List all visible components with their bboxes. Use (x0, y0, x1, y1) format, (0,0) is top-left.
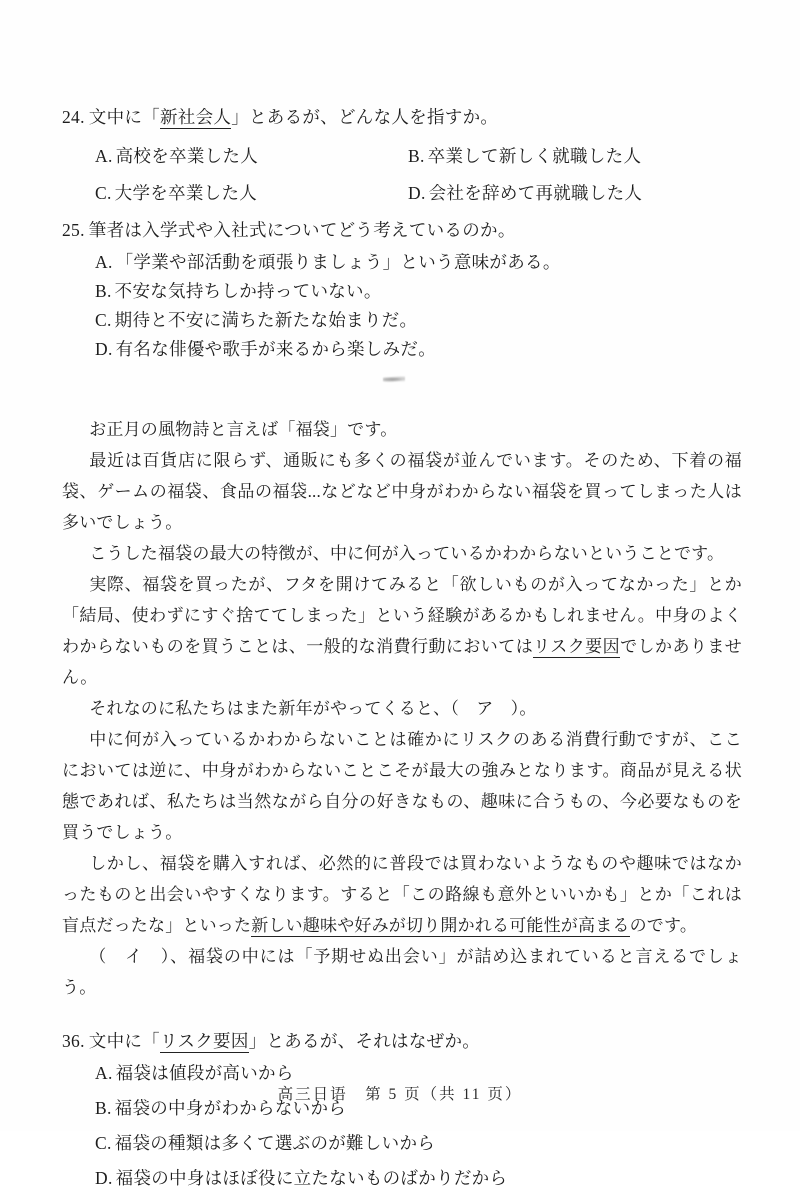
paragraph-text: 実際、福袋を買ったが、フタを開けてみると「欲しいものが入ってなかった」とか「結局、使わずにすぐ捨ててしまった」という経験があるかもしれません。中身のよくわからないものを買うことは、一般的な消費行動においては (62, 575, 742, 656)
passage-paragraph-6: 中に何が入っているかわからないことは確かにリスクのある消費行動ですが、ここにおいては逆に、中身がわからないことこそが最大の強みとなります。商品が見える状態であれば、私たちは当然ながら自分の好きなもの、趣味に合うもの、今必要なものを買うでしょう。 (62, 730, 742, 842)
question-25-options (62, 253, 742, 358)
option-c (95, 311, 742, 329)
underlined-phrase-newtaste: 新しい趣味や好みが切り開かれる可能性が高まる (251, 916, 630, 935)
option-letter: C. (95, 310, 112, 330)
option-text: 期待と不安に満ちた新たな始まりだ。 (114, 310, 418, 330)
option-letter: B. (95, 1098, 112, 1118)
passage-paragraph-4 (62, 569, 742, 693)
passage-paragraph-3: こうした福袋の最大の特徴が、中に何が入っているかわからないということです。 (89, 544, 725, 563)
option-text: 福袋の種類は多くて選ぶのが難しいから (114, 1133, 436, 1153)
option-text: 福袋の中身はほぼ役に立たないものばかりだから (115, 1168, 508, 1188)
question-24-options (62, 145, 742, 204)
stem-text: 筆者は入学式や入社式についてどう考えているのか。 (88, 220, 516, 240)
option-letter: D. (95, 339, 113, 359)
question-24 (62, 106, 742, 204)
option-text: 卒業して新しく就職した人 (427, 146, 642, 166)
scan-smudge-artifact (383, 376, 405, 383)
passage-paragraph-7 (62, 848, 742, 941)
underlined-phrase-risk: リスク要因 (533, 637, 621, 656)
option-letter: D. (95, 1168, 113, 1188)
underlined-term: リスク要因 (159, 1031, 249, 1051)
question-number: 36. (62, 1031, 85, 1051)
question-36-stem (62, 1030, 742, 1052)
paragraph-text: のです。 (629, 916, 698, 935)
option-text: 福袋の中身がわからないから (114, 1098, 347, 1118)
option-c (95, 1134, 742, 1152)
option-text: 大学を卒業した人 (114, 183, 258, 203)
option-a (95, 145, 408, 167)
option-a (95, 253, 742, 271)
option-d (95, 340, 742, 358)
passage-paragraph-1: お正月の風物詩と言えば「福袋」です。 (89, 420, 398, 439)
option-letter: D. (408, 183, 426, 203)
option-text: 高校を卒業した人 (115, 146, 259, 166)
option-c (95, 182, 408, 204)
option-text: 福袋は値段が高いから (115, 1063, 294, 1083)
stem-text: 」とあるが、どんな人を指すか。 (231, 107, 499, 127)
question-25 (62, 219, 742, 358)
option-letter: A. (95, 252, 113, 272)
option-text: 不安な気持ちしか持っていない。 (114, 281, 382, 301)
question-number: 25. (62, 220, 85, 240)
option-letter: B. (95, 281, 112, 301)
paragraph-text: しかし、福袋を購入すれば、必然的に普段では買わないようなものや趣味ではなかったものと出会いやすくなります。すると「この路線も意外といいかも」とか「これは盲点だったな」といった (62, 854, 742, 935)
stem-text: 」とあるが、それはなぜか。 (248, 1031, 481, 1051)
question-number: 24. (62, 107, 85, 127)
passage-paragraph-8: （ イ ）、福袋の中には「予期せぬ出会い」が詰め込まれていると言えるでしょう。 (62, 947, 742, 997)
question-25-stem (62, 219, 742, 241)
option-d (95, 1169, 742, 1187)
underlined-term: 新社会人 (159, 107, 232, 127)
option-letter: A. (95, 146, 113, 166)
page-footer: 高三日语 第 5 页（共 11 页） (277, 1086, 523, 1103)
option-d (408, 182, 742, 204)
option-text: 会社を辞めて再就職した人 (428, 183, 643, 203)
reading-passage (62, 414, 742, 1003)
option-text: 「学業や部活動を頑張りましょう」という意味がある。 (115, 252, 561, 272)
option-letter: B. (408, 146, 425, 166)
option-b (408, 145, 742, 167)
stem-text: 文中に「 (88, 1031, 160, 1051)
option-b (95, 282, 742, 300)
question-36 (62, 1030, 742, 1187)
question-24-stem (62, 106, 742, 128)
passage-paragraph-2: 最近は百貨店に限らず、通販にも多くの福袋が並んでいます。そのため、下着の福袋、ゲームの福袋、食品の福袋...などなど中身がわからない福袋を買ってしまった人は多いでしょう。 (62, 451, 742, 532)
paragraph-text: でしかありません。 (62, 637, 742, 687)
stem-text: 文中に「 (88, 107, 160, 127)
option-a (95, 1064, 742, 1082)
option-letter: C. (95, 1133, 112, 1153)
option-text: 有名な俳優や歌手が来るから楽しみだ。 (115, 339, 437, 359)
passage-paragraph-5: それなのに私たちはまた新年がやってくると、（ ア ）。 (89, 699, 537, 718)
option-letter: C. (95, 183, 112, 203)
option-letter: A. (95, 1063, 113, 1083)
